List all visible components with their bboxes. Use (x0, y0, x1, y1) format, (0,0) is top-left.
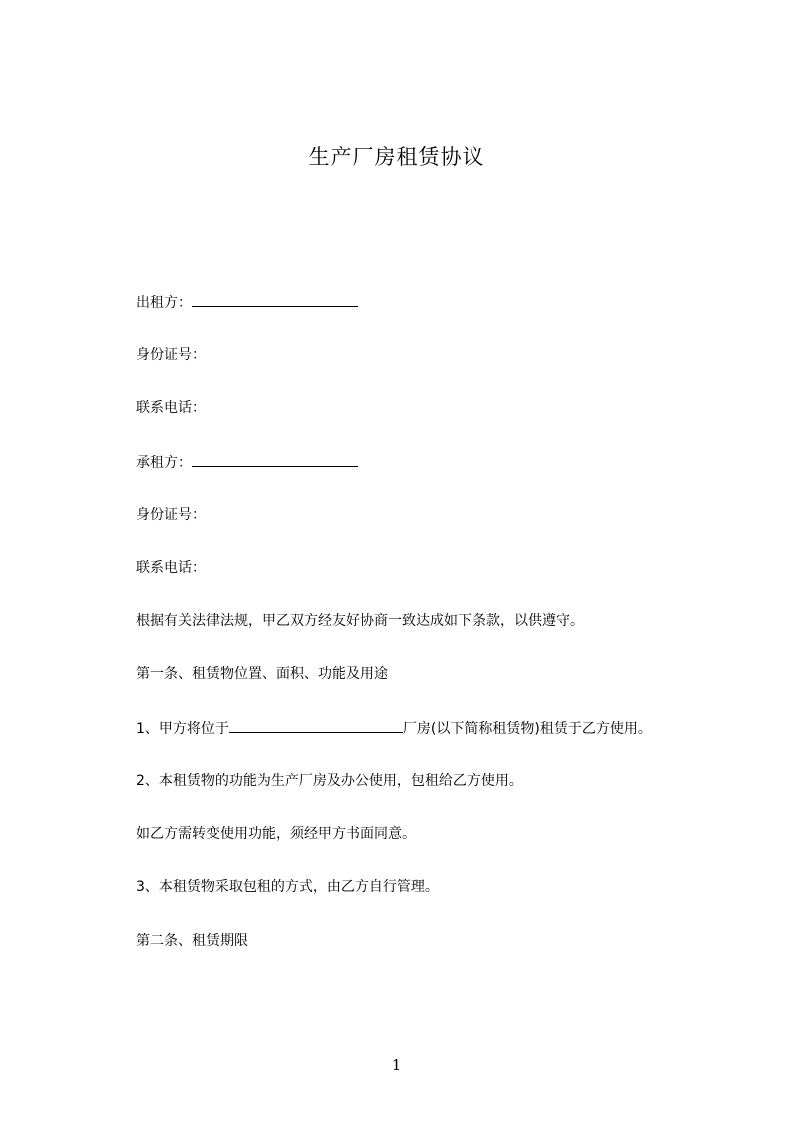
location-blank (229, 718, 403, 733)
lessor-line (136, 292, 358, 313)
lessee-label: 承租方： (136, 455, 192, 471)
page-number: 1 (391, 1056, 402, 1074)
lessor-id-line: 身份证号： (136, 347, 206, 363)
clause-1-1-suffix: 厂房(以下简称租赁物)租赁于乙方使用。 (402, 721, 652, 737)
lessee-blank (192, 452, 358, 467)
lessor-blank (192, 292, 358, 307)
clause-1-1 (136, 718, 652, 739)
article2-heading: 第二条、租赁期限 (136, 933, 248, 949)
clause-1-1-prefix: 1、甲方将位于 (136, 721, 229, 737)
clause-1-3: 3、本租赁物采取包租的方式，由乙方自行管理。 (136, 879, 439, 895)
document-title: 生产厂房租赁协议 (308, 145, 485, 169)
article1-heading: 第一条、租赁物位置、面积、功能及用途 (136, 666, 388, 682)
lessor-phone-line: 联系电话： (136, 400, 206, 416)
lessee-line (136, 452, 358, 473)
intro-paragraph: 根据有关法律法规，甲乙双方经友好协商一致达成如下条款，以供遵守。 (136, 613, 584, 629)
clause-1-2: 2、本租赁物的功能为生产厂房及办公使用，包租给乙方使用。 (136, 773, 523, 789)
lessee-id-line: 身份证号： (136, 507, 206, 523)
lessor-label: 出租方： (136, 295, 192, 311)
clause-1-2-note: 如乙方需转变使用功能，须经甲方书面同意。 (136, 826, 416, 842)
lessee-phone-line: 联系电话： (136, 560, 206, 576)
